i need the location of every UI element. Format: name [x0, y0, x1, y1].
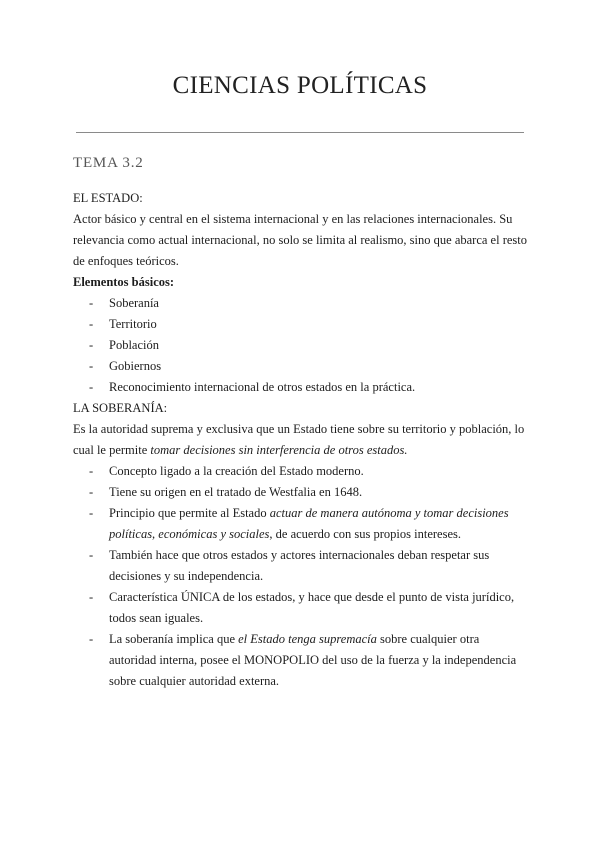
bullet-dash: - — [89, 317, 94, 331]
elements-heading: Elementos básicos: — [73, 275, 175, 289]
elements-list — [73, 293, 529, 398]
bullet-dash: - — [89, 464, 94, 478]
bullet-dash: - — [89, 506, 94, 520]
bullet-dash: - — [89, 359, 94, 373]
bullet-dash: - — [89, 338, 94, 352]
estado-heading: EL ESTADO: — [73, 191, 143, 205]
bullet-dash: - — [89, 485, 94, 499]
bullet-dash: - — [89, 548, 94, 562]
list-item: - Concepto ligado a la creación del Estado moderno. — [73, 461, 529, 482]
bullet-dash: - — [89, 632, 94, 646]
bullet-dash: - — [89, 590, 94, 604]
list-item: - Soberanía — [73, 293, 529, 314]
list-item: - Territorio — [73, 314, 529, 335]
list-item: - Tiene su origen en el tratado de Westfalia en 1648. — [73, 482, 529, 503]
list-item: - Población — [73, 335, 529, 356]
soberania-list — [73, 461, 529, 692]
list-item: - Característica ÚNICA de los estados, y hace que desde el punto de vista jurídico, todos sean iguales. — [73, 587, 529, 629]
bullet-dash: - — [89, 380, 94, 394]
title-divider — [76, 132, 524, 133]
list-item: - También hace que otros estados y actores internacionales deban respetar sus decisiones y su independencia. — [73, 545, 529, 587]
list-item: - Principio que permite al Estado actuar de manera autónoma y tomar decisiones políticas, económicas y sociales, de acuerdo con sus propios intereses. — [73, 503, 529, 545]
list-item: - Gobiernos — [73, 356, 529, 377]
body-content — [73, 188, 529, 692]
list-item: - Reconocimiento internacional de otros estados en la práctica. — [73, 377, 529, 398]
soberania-heading: LA SOBERANÍA: — [73, 401, 168, 415]
page-title: CIENCIAS POLÍTICAS — [172, 72, 428, 99]
estado-paragraph: Actor básico y central en el sistema internacional y en las relaciones internacionales. Su relevancia como actual internacional, no solo se limita al realismo, sino que abarca el resto de enfoques teóricos. — [73, 212, 527, 268]
soberania-paragraph: Es la autoridad suprema y exclusiva que un Estado tiene sobre su territorio y población, lo cual le permite tomar decisiones sin interferencia de otros estados. — [73, 422, 525, 457]
bullet-dash: - — [89, 296, 94, 310]
list-item: - La soberanía implica que el Estado tenga supremacía sobre cualquier otra autoridad interna, posee el MONOPOLIO del uso de la fuerza y la independencia sobre cualquier autoridad externa. — [73, 629, 529, 692]
topic-label: TEMA 3.2 — [73, 155, 144, 171]
